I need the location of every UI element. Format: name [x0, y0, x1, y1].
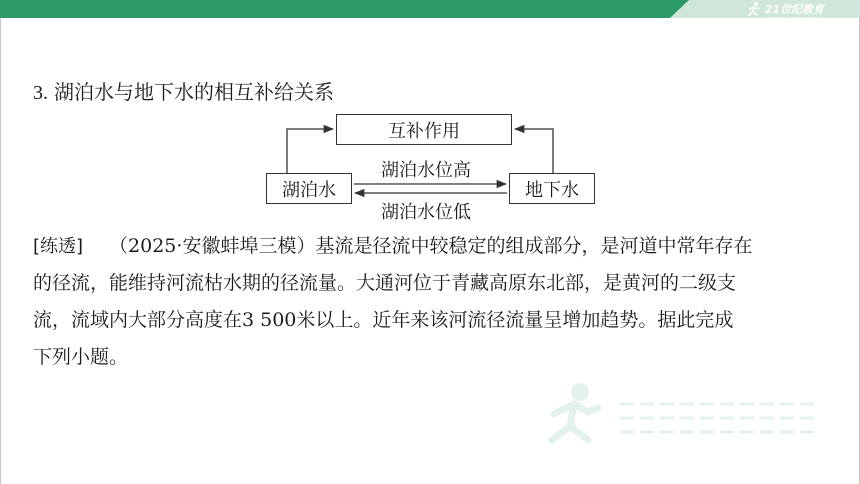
lake-high-label: 湖泊水位高	[381, 160, 471, 181]
exercise-line: 流，流域内大部分高度在3 500米以上。近年来该河流径流量呈增加趋势。据此完成	[33, 309, 734, 331]
exercise-line	[33, 228, 833, 265]
logo-url: WWW.21CNJY.COM	[766, 17, 820, 23]
exercise-line: 的径流，能维持河流枯水期的径流量。大通河位于青藏高原东北部，是黄河的二级支	[33, 272, 737, 294]
section-title: 湖泊水与地下水的相互补给关系	[54, 80, 334, 104]
section-number: 3.	[33, 82, 48, 104]
exercise-line: 下列小题。	[33, 346, 129, 368]
exercise-paragraph	[33, 228, 833, 376]
right-connector-arrow	[515, 129, 553, 173]
exercise-line-text: （2025·安徽蚌埠三模）基流是径流中较稳定的组成部分，是河道中常年存在	[109, 235, 753, 257]
lake-low-label: 湖泊水位低	[381, 202, 471, 223]
left-connector-arrow	[287, 129, 333, 173]
groundwater-box: 地下水	[509, 173, 595, 204]
logo-text: 21世纪教育	[764, 3, 824, 16]
runner-watermark-icon	[540, 374, 840, 454]
exercise-tag: [练透]	[33, 236, 84, 257]
lake-water-box: 湖泊水	[266, 173, 352, 204]
complementary-box: 互补作用	[336, 114, 512, 145]
